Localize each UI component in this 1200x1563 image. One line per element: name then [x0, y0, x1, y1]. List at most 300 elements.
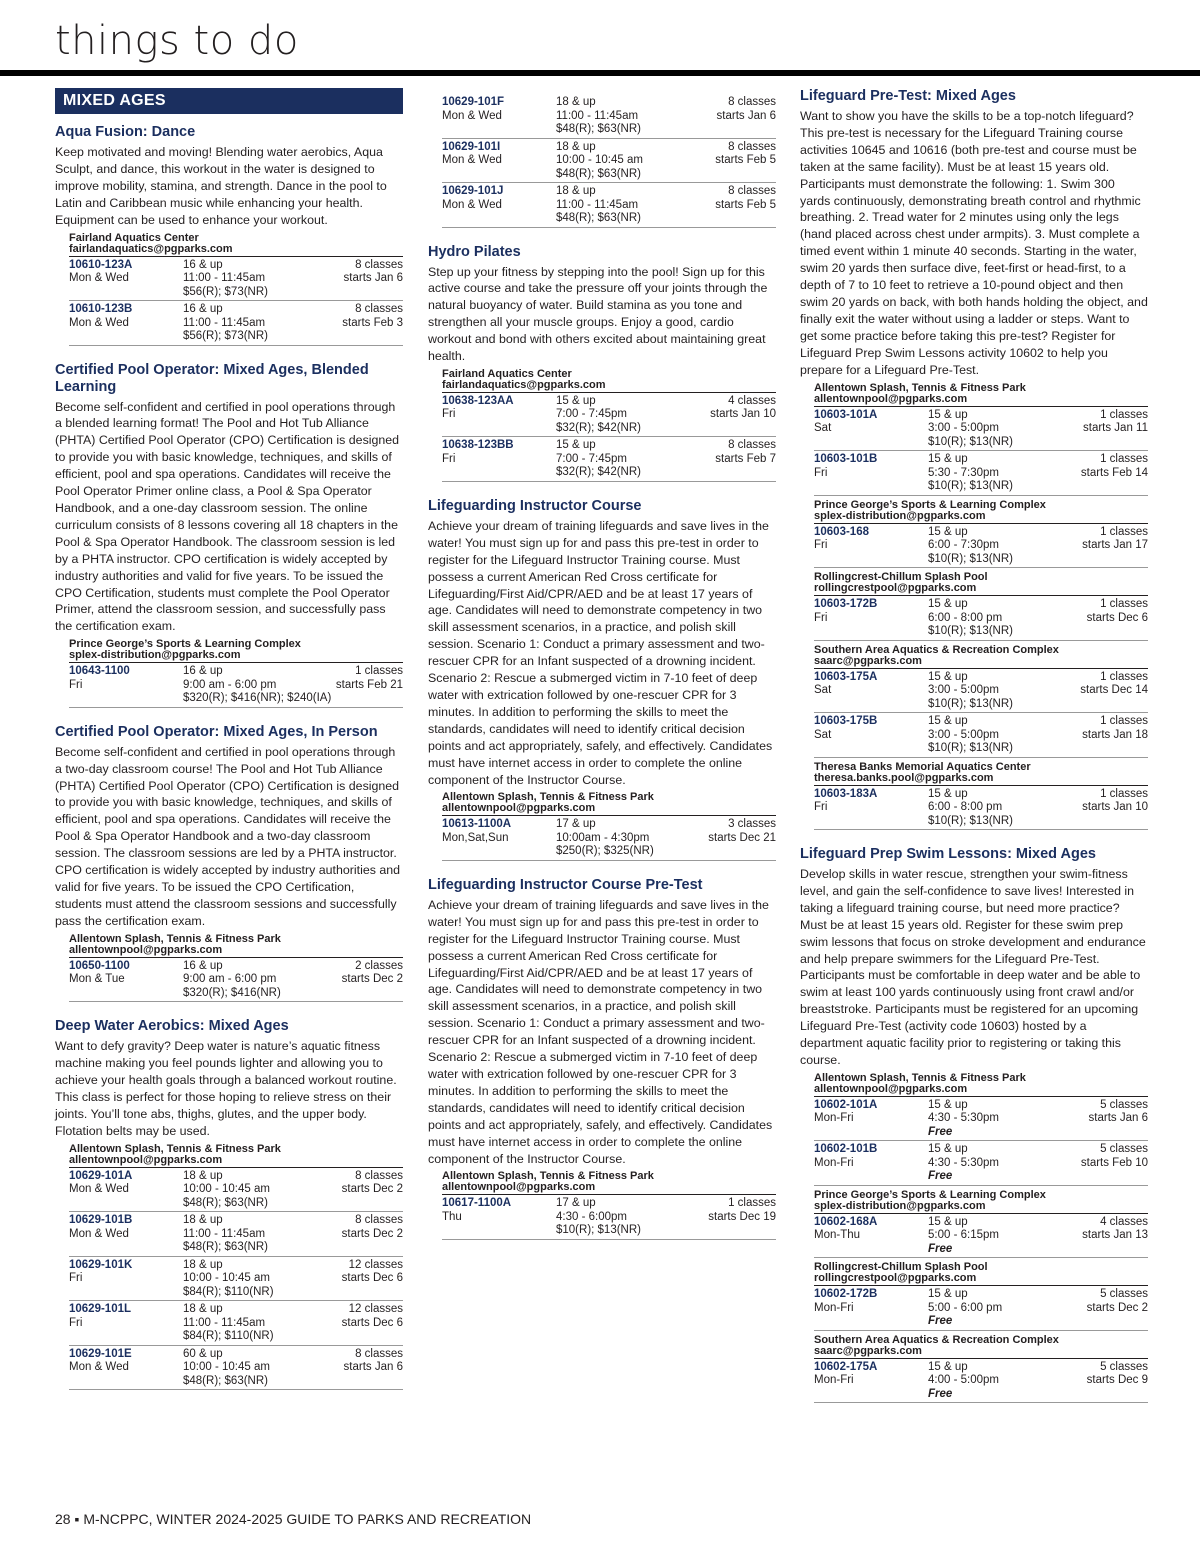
class-time: 10:00 - 10:45 am — [556, 154, 643, 166]
row-right — [342, 1170, 403, 1211]
age-range: 15 & up — [928, 1098, 968, 1111]
meeting-days: Mon & Wed — [69, 272, 129, 285]
row-middle — [928, 526, 1082, 567]
class-count: 1 classes — [728, 1197, 776, 1210]
class-fee: Free — [928, 1387, 953, 1400]
class-row — [69, 1301, 403, 1346]
activity-title: Lifeguard Pre-Test: Mixed Ages — [800, 88, 1016, 104]
age-range: 18 & up — [183, 1258, 223, 1271]
class-count: 5 classes — [1100, 1098, 1148, 1111]
class-fee: Free — [928, 1242, 953, 1255]
section-banner: MIXED AGES — [55, 88, 403, 114]
activity — [428, 94, 776, 228]
class-count: 8 classes — [728, 96, 776, 108]
row-right — [1087, 1361, 1148, 1402]
meeting-days: Fri — [69, 678, 83, 691]
class-row — [69, 1168, 403, 1213]
meeting-days: Mon & Wed — [69, 1361, 129, 1374]
row-middle — [928, 598, 1087, 639]
class-row — [814, 596, 1148, 641]
age-range: 18 & up — [556, 185, 596, 197]
activity-code: 10603-101B — [814, 453, 878, 465]
class-count: 8 classes — [355, 303, 403, 316]
start-date: starts Jan 6 — [343, 272, 403, 285]
row-left — [69, 259, 183, 300]
start-date: starts Dec 6 — [1086, 611, 1148, 624]
class-time: 11:00 - 11:45am — [556, 109, 639, 122]
row-left — [814, 453, 928, 494]
class-count: 3 classes — [728, 818, 776, 831]
class-time: 6:00 - 8:00 pm — [928, 611, 1003, 624]
row-left — [814, 1216, 928, 1257]
activity — [428, 498, 776, 861]
class-count: 4 classes — [728, 394, 776, 407]
location-email[interactable]: saarc@pgparks.com — [814, 656, 1148, 669]
age-range: 16 & up — [183, 258, 223, 271]
class-row — [814, 669, 1148, 714]
activity-code: 10650-1100 — [69, 959, 130, 972]
class-fee: $10(R); $13(NR) — [928, 742, 1013, 754]
row-left — [69, 1303, 183, 1344]
row-left — [814, 1099, 928, 1140]
location-name: Allentown Splash, Tennis & Fitness Park — [69, 1142, 281, 1155]
age-range: 15 & up — [928, 787, 968, 800]
class-count: 1 classes — [1100, 715, 1148, 727]
row-right — [336, 665, 403, 706]
age-range: 16 & up — [183, 959, 223, 972]
age-range: 15 & up — [928, 453, 968, 465]
header-rule — [0, 70, 1200, 76]
activity — [800, 88, 1148, 830]
location-email[interactable]: allentownpool@pgparks.com — [442, 803, 776, 816]
activity-code: 10613-1100A — [442, 818, 512, 831]
class-time: 10:00 - 10:45 am — [183, 1361, 270, 1374]
activity-code: 10629-101B — [69, 1214, 133, 1227]
class-row — [442, 816, 776, 861]
class-row — [442, 139, 776, 184]
row-middle — [183, 259, 344, 300]
row-right — [342, 303, 403, 344]
meeting-days: Mon-Fri — [814, 1156, 854, 1169]
class-fee: $48(R); $63(NR) — [556, 167, 641, 180]
class-count: 1 classes — [1100, 453, 1148, 465]
meeting-days: Mon & Wed — [442, 198, 502, 211]
meeting-days: Fri — [814, 466, 828, 479]
age-range: 15 & up — [556, 394, 596, 407]
class-time: 4:30 - 6:00pm — [556, 1210, 627, 1223]
class-time: 11:00 - 11:45am — [183, 316, 266, 329]
row-left — [69, 960, 183, 1001]
row-middle — [928, 453, 1081, 494]
class-row — [442, 393, 776, 438]
start-date: starts Jan 10 — [1082, 801, 1148, 813]
age-range: 15 & up — [928, 525, 968, 538]
row-right — [715, 141, 776, 182]
row-left — [442, 141, 556, 182]
activity-description: Want to show you have the skills to be a top-notch lifeguard? This pre-test is necessary for the Lifeguard Training course activities 10645 and 10616 (both pre-test and course must be taken at the same facility). Must be at least 15 years old. Participants must demonstrate the following: 1. Swim 300 yards continuously, demonstrating breath control and rhythmic breathing. 2. Tread water for 2 minutes using only the legs (hand placed across chest under armpits). 3. Must complete a timed event within 1 minute 40 seconds. Starting in the water, swim 20 yards then surface dive, feet-first or head-first, to a depth of 7 to 10 feet to retrieve a 10-pound object and then swim 20 yards on back, with both hands holding the object, and finally exit the water without using a ladder or steps. Want to get some practice before taking this pre-test? Register for Lifeguard Prep Swim Lessons activity 10602 to help you prepare for a Lifeguard Pre-Test. — [800, 109, 1148, 377]
location-name: Southern Area Aquatics & Recreation Complex — [814, 1333, 1059, 1346]
activity-code: 10602-101B — [814, 1143, 878, 1156]
age-range: 17 & up — [556, 1197, 596, 1210]
class-row — [69, 1212, 403, 1257]
activity-description: Step up your fitness by stepping into the pool! Sign up for this active course and take the pressure off your joints through the natural buoyancy of water. Build stamina as you tone and strengthen all your muscle groups. Enjoy a good, cardio workout and bond with others excited about maintaining great health. — [428, 264, 768, 364]
row-right — [715, 185, 776, 226]
age-range: 17 & up — [556, 818, 596, 831]
location-email[interactable]: rollingcrestpool@pgparks.com — [814, 1273, 1148, 1286]
page-title: things to do — [55, 18, 299, 64]
row-right — [342, 1214, 403, 1255]
class-time: 9:00 am - 6:00 pm — [183, 973, 277, 986]
meeting-days: Mon & Wed — [69, 316, 129, 329]
class-fee: $48(R); $63(NR) — [183, 1241, 268, 1254]
location-email[interactable]: theresa.banks.pool@pgparks.com — [814, 773, 1148, 786]
start-date: starts Feb 10 — [1080, 1156, 1148, 1169]
age-range: 15 & up — [928, 598, 968, 610]
age-range: 18 & up — [556, 140, 596, 153]
start-date: starts Feb 14 — [1080, 466, 1148, 479]
meeting-days: Sat — [814, 728, 832, 741]
row-right — [1081, 453, 1148, 494]
activity — [428, 244, 776, 482]
location-email[interactable]: saarc@pgparks.com — [814, 1346, 1148, 1359]
start-date: starts Feb 21 — [335, 678, 403, 691]
class-count: 1 classes — [1100, 408, 1148, 421]
activity — [800, 846, 1148, 1403]
row-left — [69, 665, 183, 706]
class-time: 6:00 - 8:00 pm — [928, 801, 1003, 813]
class-time: 4:30 - 5:30pm — [928, 1112, 999, 1125]
start-date: starts Dec 2 — [341, 1227, 403, 1240]
activity-code: 10629-101I — [442, 140, 501, 153]
activity-description: Want to defy gravity? Deep water is nature’s aquatic fitness machine making you feel pounds lighter and allowing you to achieve your health goals through a balanced workout routine. This class is perfect for those hoping to relieve stress on their joints. You’ll tone abs, thighs, glutes, and the upper body. Flotation belts may be used. — [55, 1039, 397, 1138]
row-left — [814, 526, 928, 567]
activity-title: Certified Pool Operator: Mixed Ages, Blended Learning — [55, 361, 369, 395]
class-count: 1 classes — [1100, 525, 1148, 538]
row-left — [442, 96, 556, 137]
class-time: 4:30 - 5:30pm — [928, 1156, 999, 1169]
class-row — [442, 437, 776, 482]
class-fee: $84(R); $110(NR) — [183, 1330, 274, 1343]
class-time: 7:00 - 7:45pm — [556, 452, 627, 465]
class-time: 11:00 - 11:45am — [183, 1316, 266, 1329]
class-row — [69, 301, 403, 346]
class-fee: $250(R); $325(NR) — [556, 845, 654, 858]
activity-description: Achieve your dream of training lifeguards and save lives in the water! You must sign up for and pass this pre-test in order to register for the Lifeguard Instructor Training course. Must possess a current American Red Cross certificate for Lifeguarding/First Aid/CPR/AED and be at least 17 years of age. Candidates will need to demonstrate competency in two skill assessment scenarios, in a practice, and polish skill session. Scenario 1: Conduct a primary assessment and two-rescuer CPR for an Infant suspected of a drowning incident. Scenario 2: Rescue a submerged victim in 7-10 feet of deep water with extrication followed by one-rescuer CPR for 3 minutes. In addition to performing the skills to meet the standards, candidates will need to identify critical decision points and act appropriately, safely, and effectively. Candidates must have internet access in order to complete the online component of the Instructor Course. — [428, 518, 773, 787]
class-fee: $48(R); $63(NR) — [556, 123, 641, 135]
row-right — [342, 1303, 403, 1344]
row-right — [1082, 526, 1148, 567]
class-fee: $48(R); $63(NR) — [183, 1196, 268, 1209]
class-count: 1 classes — [355, 665, 403, 678]
row-middle — [928, 788, 1082, 829]
class-fee: $10(R); $13(NR) — [928, 697, 1013, 710]
age-range: 15 & up — [928, 1360, 968, 1373]
class-fee: $10(R); $13(NR) — [928, 625, 1013, 637]
location-name: Prince George’s Sports & Learning Complex — [69, 638, 301, 651]
row-middle — [556, 818, 708, 859]
activity-code: 10629-101K — [69, 1258, 133, 1271]
start-date: starts Feb 3 — [342, 316, 403, 329]
meeting-days: Fri — [69, 1272, 83, 1285]
meeting-days: Fri — [814, 801, 828, 813]
class-time: 5:00 - 6:00 pm — [928, 1301, 1003, 1314]
class-row — [442, 1195, 776, 1240]
start-date: starts Jan 10 — [710, 408, 776, 421]
class-fee: $10(R); $13(NR) — [928, 814, 1013, 827]
meeting-days: Fri — [442, 452, 456, 465]
row-left — [442, 1197, 556, 1238]
row-right — [1081, 1143, 1148, 1184]
location-email[interactable]: splex-distribution@pgparks.com — [69, 650, 403, 663]
row-middle — [183, 960, 342, 1001]
age-range: 15 & up — [928, 408, 968, 421]
class-time: 4:00 - 5:00pm — [928, 1374, 999, 1387]
meeting-days: Mon & Wed — [442, 109, 502, 122]
row-left — [814, 409, 928, 450]
location-name: Fairland Aquatics Center — [442, 367, 572, 380]
class-count: 8 classes — [355, 1347, 403, 1360]
row-middle — [556, 96, 717, 137]
row-middle — [183, 1348, 344, 1389]
column-2 — [428, 94, 776, 1256]
location-name: Rollingcrest-Chillum Splash Pool — [814, 1261, 988, 1274]
class-row — [814, 786, 1148, 831]
activity-code: 10603-172B — [814, 598, 878, 610]
location-email[interactable]: rollingcrestpool@pgparks.com — [814, 583, 1148, 596]
row-middle — [928, 1143, 1081, 1184]
row-middle — [928, 1288, 1087, 1329]
row-left — [814, 715, 928, 756]
row-right — [717, 96, 776, 137]
activity-title: Hydro Pilates — [428, 243, 521, 260]
age-range: 60 & up — [183, 1347, 223, 1360]
class-fee: Free — [928, 1125, 953, 1138]
class-time: 9:00 am - 6:00 pm — [183, 678, 277, 691]
row-left — [69, 303, 183, 344]
class-fee: $56(R); $73(NR) — [183, 330, 268, 343]
class-count: 8 classes — [355, 1214, 403, 1227]
class-time: 10:00am - 4:30pm — [556, 831, 650, 844]
meeting-days: Sat — [814, 422, 832, 434]
start-date: starts Feb 5 — [715, 154, 776, 166]
class-count: 1 classes — [1100, 670, 1148, 683]
meeting-days: Mon,Sat,Sun — [442, 831, 509, 844]
row-middle — [556, 439, 715, 480]
location-email[interactable]: allentownpool@pgparks.com — [814, 1084, 1148, 1097]
start-date: starts Jan 13 — [1082, 1229, 1148, 1242]
start-date: starts Dec 6 — [341, 1316, 403, 1329]
class-count: 1 classes — [1100, 598, 1148, 610]
class-time: 11:00 - 11:45am — [183, 1227, 266, 1240]
location-email[interactable]: splex-distribution@pgparks.com — [814, 511, 1148, 524]
row-left — [442, 818, 556, 859]
class-fee: $32(R); $42(NR) — [556, 421, 641, 434]
class-fee: $84(R); $110(NR) — [183, 1285, 274, 1298]
activity-code: 10602-101A — [814, 1098, 878, 1111]
class-fee: $320(R); $416(NR) — [183, 986, 281, 999]
location-name: Allentown Splash, Tennis & Fitness Park — [442, 1170, 654, 1183]
class-fee: $10(R); $13(NR) — [556, 1224, 641, 1237]
class-count: 5 classes — [1100, 1143, 1148, 1156]
row-right — [344, 1348, 403, 1389]
activity-description: Achieve your dream of training lifeguards and save lives in the water! You must sign up for and pass this pre-test in order to register for the Lifeguard Instructor Training course. Must possess a current American Red Cross certificate for Lifeguarding/First Aid/CPR/AED and be at least 17 years of age. Candidates will need to demonstrate competency in two skill assessment scenarios, in a practice, and polish skill session. Scenario 1: Conduct a primary assessment and two-rescuer CPR for an Infant suspected of a drowning incident. Scenario 2: Rescue a submerged victim in 7-10 feet of deep water with extrication followed by one-rescuer CPR for 3 minutes. In addition to performing the skills to meet the standards, candidates will need to identify critical decision points and act appropriately, safely, and effectively. Candidates must have internet access in order to complete the online component of the Instructor Course. — [428, 897, 773, 1166]
row-middle — [183, 1303, 342, 1344]
class-row — [814, 1214, 1148, 1259]
location-email[interactable]: allentownpool@pgparks.com — [442, 1182, 776, 1195]
start-date: starts Jan 17 — [1082, 539, 1148, 551]
meeting-days: Mon-Fri — [814, 1112, 854, 1125]
class-fee: $48(R); $63(NR) — [556, 212, 641, 224]
location-email[interactable]: fairlandaquatics@pgparks.com — [69, 244, 403, 257]
meeting-days: Mon & Wed — [69, 1227, 129, 1240]
activity-code: 10629-101J — [442, 185, 504, 197]
location-name: Allentown Splash, Tennis & Fitness Park — [69, 932, 281, 945]
class-count: 4 classes — [1100, 1215, 1148, 1228]
activity-description: Become self-confident and certified in pool operations through a two-day classroom course! The Pool and Hot Tub Alliance (PHTA) Certified Pool Operator (CPO) Certification is designed to provide you with basic knowledge, techniques, and skills of efficient, pool and spa operations. Candidates will receive the Pool & Spa Operator Handbook and a two-day classroom session. The classroom sessions are led by a PHTA instructor. CPO certification is widely accepted by industry authorities and valid for five years. To be issued the CPO Certification, students must attend the classroom sessions and successfully pass the certification exam. — [55, 744, 401, 928]
column-3 — [800, 88, 1148, 1419]
row-middle — [556, 395, 710, 436]
row-left — [442, 185, 556, 226]
class-fee: $10(R); $13(NR) — [928, 435, 1013, 448]
location-email[interactable]: allentownpool@pgparks.com — [69, 945, 403, 958]
class-count: 8 classes — [728, 185, 776, 197]
activity — [55, 724, 403, 1002]
activity-code: 10629-101E — [69, 1347, 132, 1360]
row-middle — [556, 141, 715, 182]
row-middle — [183, 1259, 342, 1300]
class-time: 3:00 - 5:00pm — [928, 684, 999, 696]
row-left — [442, 439, 556, 480]
activity-code: 10629-101F — [442, 96, 505, 108]
class-fee: $10(R); $13(NR) — [928, 552, 1013, 565]
row-left — [69, 1170, 183, 1211]
activity-code: 10603-175B — [814, 715, 878, 727]
row-right — [1082, 788, 1148, 829]
row-left — [814, 671, 928, 712]
class-row — [69, 1257, 403, 1302]
activity-code: 10638-123AA — [442, 394, 514, 407]
location-email[interactable]: splex-distribution@pgparks.com — [814, 1201, 1148, 1214]
activity-code: 10610-123A — [69, 258, 133, 271]
location-email[interactable]: allentownpool@pgparks.com — [69, 1155, 403, 1168]
row-left — [814, 598, 928, 639]
activity-title: Lifeguarding Instructor Course Pre-Test — [428, 876, 703, 893]
location-name: Southern Area Aquatics & Recreation Complex — [814, 643, 1059, 656]
meeting-days: Fri — [814, 611, 828, 624]
activity-description: Become self-confident and certified in pool operations through a blended learning format! The Pool and Hot Tub Alliance (PHTA) Certified Pool Operator (CPO) Certification is designed to provide you with basic knowledge, techniques, and skills of efficient, pool and spa operations. Candidates will receive the Pool Operator Primer online class, a Pool & Spa Operator Handbook, and a one-day classroom session. The online curriculum consists of 8 lessons covering all 18 chapters in the Pool & Spa Operator Handbook. The classroom session is led by a PHTA instructor. CPO certification is widely accepted by industry authorities and valid for five years. To be issued the CPO Certification, students must complete the Pool Operator Primer, attend the classroom session, and successfully pass the certification exam. — [55, 399, 400, 634]
age-range: 15 & up — [928, 670, 968, 683]
age-range: 16 & up — [183, 665, 223, 678]
row-middle — [183, 665, 336, 706]
start-date: starts Jan 11 — [1083, 422, 1148, 434]
row-right — [344, 259, 403, 300]
activity-title: Aqua Fusion: Dance — [55, 124, 196, 140]
activity — [55, 362, 403, 708]
activity-code: 10629-101A — [69, 1169, 133, 1182]
location-email[interactable]: fairlandaquatics@pgparks.com — [442, 380, 776, 393]
start-date: starts Jan 6 — [716, 109, 776, 122]
activity-title: Lifeguarding Instructor Course — [428, 497, 642, 514]
activity-code: 10603-101A — [814, 408, 878, 421]
start-date: starts Jan 6 — [1088, 1112, 1148, 1125]
class-row — [814, 1286, 1148, 1331]
class-count: 12 classes — [348, 1258, 403, 1271]
age-range: 15 & up — [928, 715, 968, 727]
activity-code: 10617-1100A — [442, 1197, 512, 1210]
start-date: starts Jan 6 — [343, 1361, 403, 1374]
class-row — [814, 1097, 1148, 1142]
row-left — [442, 395, 556, 436]
meeting-days: Fri — [814, 539, 828, 551]
row-middle — [183, 303, 342, 344]
class-row — [442, 94, 776, 139]
meeting-days: Fri — [442, 408, 456, 421]
age-range: 15 & up — [928, 1143, 968, 1156]
row-right — [342, 960, 403, 1001]
start-date: starts Dec 2 — [341, 1183, 403, 1196]
activity-code: 10602-172B — [814, 1288, 878, 1301]
page-footer: 28 ▪ M-NCPPC, WINTER 2024-2025 GUIDE TO PARKS AND RECREATION — [55, 1511, 532, 1527]
row-right — [1087, 1288, 1148, 1329]
row-middle — [928, 1216, 1082, 1257]
row-right — [708, 1197, 776, 1238]
age-range: 15 & up — [928, 1288, 968, 1301]
activity-code: 10603-175A — [814, 670, 878, 683]
row-left — [814, 1361, 928, 1402]
class-time: 5:30 - 7:30pm — [928, 466, 999, 479]
class-time: 5:00 - 6:15pm — [928, 1229, 999, 1242]
start-date: starts Dec 14 — [1080, 684, 1148, 696]
age-range: 18 & up — [183, 1303, 223, 1316]
class-fee: Free — [928, 1170, 953, 1183]
row-right — [1082, 715, 1148, 756]
start-date: starts Feb 7 — [715, 452, 776, 465]
class-fee: Free — [928, 1315, 953, 1328]
class-row — [814, 451, 1148, 496]
class-time: 7:00 - 7:45pm — [556, 408, 627, 421]
start-date: starts Dec 9 — [1086, 1374, 1148, 1387]
class-time: 10:00 - 10:45 am — [183, 1272, 270, 1285]
row-left — [814, 1143, 928, 1184]
row-middle — [556, 185, 715, 226]
class-time: 3:00 - 5:00pm — [928, 422, 999, 434]
meeting-days: Mon & Wed — [442, 154, 502, 166]
meeting-days: Mon-Fri — [814, 1374, 854, 1387]
class-time: 6:00 - 7:30pm — [928, 539, 999, 551]
class-fee: $320(R); $416(NR); $240(IA) — [183, 692, 332, 705]
location-email[interactable]: allentownpool@pgparks.com — [814, 394, 1148, 407]
age-range: 18 & up — [183, 1169, 223, 1182]
meeting-days: Mon-Thu — [814, 1229, 861, 1242]
row-left — [69, 1259, 183, 1300]
location-name: Prince George’s Sports & Learning Complex — [814, 1188, 1046, 1201]
activity-code: 10603-183A — [814, 787, 878, 800]
activity-title: Lifeguard Prep Swim Lessons: Mixed Ages — [800, 846, 1096, 862]
class-time: 11:00 - 11:45am — [183, 272, 266, 285]
class-fee: $48(R); $63(NR) — [183, 1374, 268, 1387]
row-right — [1083, 409, 1148, 450]
class-count: 1 classes — [1100, 787, 1148, 800]
row-right — [708, 818, 776, 859]
age-range: 18 & up — [183, 1214, 223, 1227]
activity-code: 10610-123B — [69, 303, 133, 316]
row-middle — [556, 1197, 708, 1238]
class-fee: $10(R); $13(NR) — [928, 480, 1013, 492]
start-date: starts Jan 18 — [1082, 728, 1148, 741]
class-time: 10:00 - 10:45 am — [183, 1183, 270, 1196]
meeting-days: Mon & Tue — [69, 973, 125, 986]
class-time: 3:00 - 5:00pm — [928, 728, 999, 741]
